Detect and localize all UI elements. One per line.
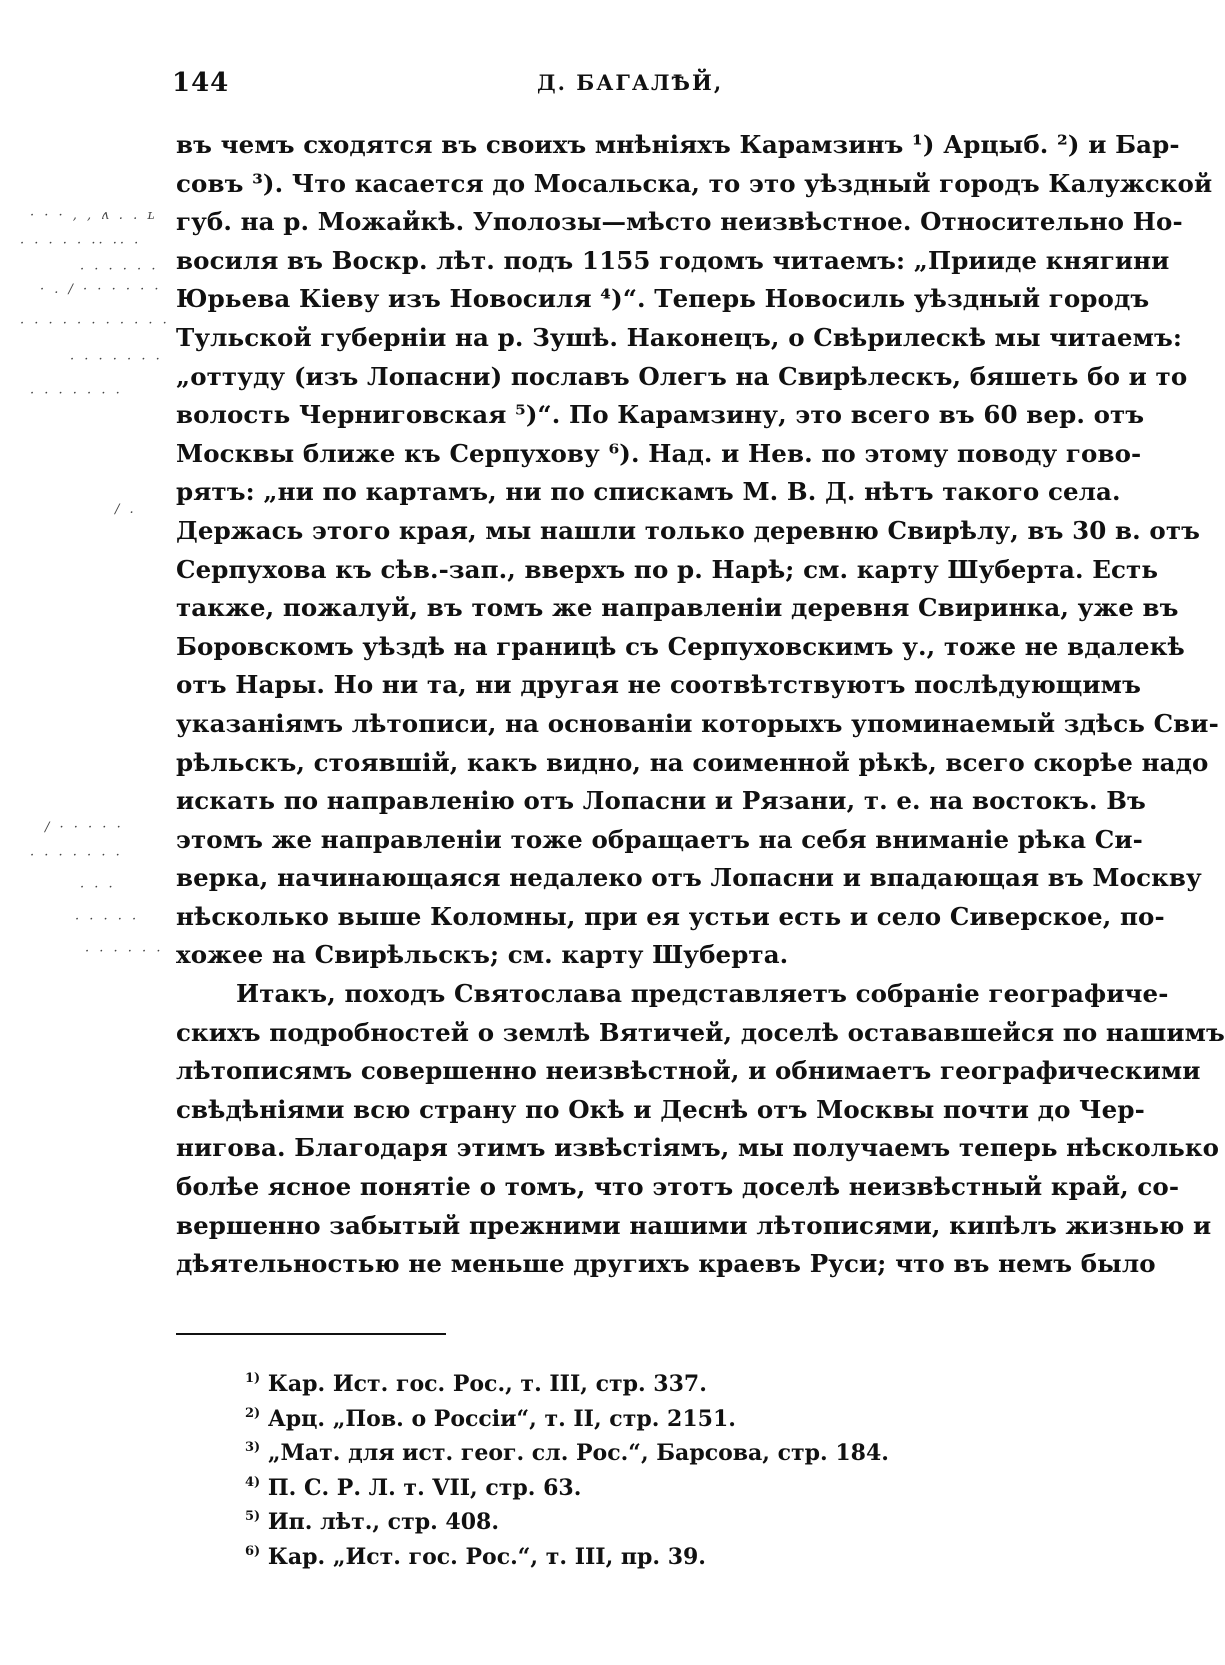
text-line: рѣльскъ, стоявшій, какъ видно, на соименной рѣкѣ, всего скорѣе надо xyxy=(176,747,1209,777)
footnote-text: „Мат. для ист. геог. сл. Рос.“, Барсова, стр. 184. xyxy=(267,1440,889,1466)
margin-mark: · · · · · · · xyxy=(30,848,123,863)
text-line: указаніямъ лѣтописи, на основаніи которыхъ упоминаемый здѣсь Сви- xyxy=(176,708,1219,738)
footnote xyxy=(245,1431,1075,1466)
footnote-text: Кар. „Ист. гос. Рос.“, т. III, пр. 39. xyxy=(267,1543,706,1570)
margin-mark: · · · , , ʌ . . ʟ xyxy=(30,208,158,223)
text-line: отъ Нары. Но ни та, ни другая не соотвѣтствуютъ послѣдующимъ xyxy=(176,670,1141,700)
margin-mark: · . / · · · · · · xyxy=(40,282,162,297)
footnote-text: Арц. „Пов. о Россіи“, т. II, стр. 2151. xyxy=(267,1405,736,1432)
text-line: верка, начинающаяся недалеко отъ Лопасни и впадающая въ Москву xyxy=(176,863,1202,893)
margin-mark: / · · · · · xyxy=(45,820,124,835)
footnote-marker: 6) xyxy=(245,1543,261,1559)
margin-mark: · · · · · · · xyxy=(30,386,123,401)
margin-mark: / . xyxy=(115,502,137,517)
text-line: восиля въ Воскр. лѣт. подъ 1155 годомъ читаемъ: „Прииде княгини xyxy=(176,245,1170,275)
margin-annotations xyxy=(20,200,170,1000)
text-line: нѣсколько выше Коломны, при ея устьи есть и село Сиверское, по- xyxy=(176,901,1165,931)
margin-mark: · · · xyxy=(80,880,116,895)
text-line: Тульской губерніи на р. Зушѣ. Наконецъ, о Свѣрилескѣ мы читаемъ: xyxy=(176,322,1182,352)
page-number: 144 xyxy=(172,68,230,98)
margin-mark: · · · · · · · xyxy=(70,352,163,367)
text-line: болѣе ясное понятіе о томъ, что этотъ доселѣ неизвѣстный край, со- xyxy=(176,1172,1180,1202)
text-line: Москвы ближе къ Серпухову ⁶). Над. и Нев. по этому поводу гово- xyxy=(176,438,1142,468)
text-line: волость Черниговская ⁵)“. По Карамзину, это всего въ 60 вер. отъ xyxy=(176,400,1145,430)
footnote-marker: 5) xyxy=(245,1509,261,1524)
text-line: „оттуду (изъ Лопасни) пославъ Олегъ на Свирѣлескъ, бяшеть бо и то xyxy=(176,361,1188,391)
margin-mark: · · · · · xyxy=(75,912,140,927)
footnote-text: П. С. Р. Л. т. VII, стр. 63. xyxy=(267,1474,582,1501)
text-line: свѣдѣніями всю страну по Окѣ и Деснѣ отъ Москвы почти до Чер- xyxy=(176,1094,1145,1124)
footnote-marker: 4) xyxy=(245,1474,261,1490)
footnote xyxy=(245,1535,1075,1570)
running-head xyxy=(172,68,1082,108)
text-line: этомъ же направленіи тоже обращаетъ на себя вниманіе рѣка Си- xyxy=(176,824,1143,854)
footnote xyxy=(245,1466,1075,1501)
footnote-marker: 3) xyxy=(245,1440,261,1455)
text-line: въ чемъ сходятся въ своихъ мнѣніяхъ Карамзинъ ¹) Арцыб. ²) и Бар- xyxy=(176,130,1180,159)
text-line: лѣтописямъ совершенно неизвѣстной, и обнимаетъ географическими xyxy=(176,1056,1201,1086)
text-line: также, пожалуй, въ томъ же направленіи деревня Свиринка, уже въ xyxy=(176,593,1179,623)
text-line: Боровскомъ уѣздѣ на границѣ съ Серпуховскимъ у., тоже не вдалекѣ xyxy=(176,631,1185,661)
paragraph-end-line: хожее на Свирѣльскъ; см. карту Шуберта. xyxy=(176,940,789,970)
text-line: рятъ: „ни по картамъ, ни по спискамъ М. В. Д. нѣтъ такого села. xyxy=(176,477,1121,507)
text-line: совъ ³). Что касается до Мосальска, то это уѣздный городъ Калужской xyxy=(176,168,1213,198)
footnote-text: Кар. Ист. гос. Рос., т. III, стр. 337. xyxy=(267,1371,707,1397)
text-line: скихъ подробностей о землѣ Вятичей, доселѣ остававшейся по нашимъ xyxy=(176,1017,1225,1047)
text-line: Юрьева Кіеву изъ Новосиля ⁴)“. Теперь Новосиль уѣздный городъ xyxy=(176,284,1150,314)
text-line: Держась этого края, мы нашли только деревню Свирѣлу, въ 30 в. отъ xyxy=(176,515,1201,545)
footnote-text: Ип. лѣт., стр. 408. xyxy=(267,1509,499,1535)
text-line: вершенно забытый прежними нашими лѣтописями, кипѣлъ жизнью и xyxy=(176,1210,1212,1240)
footnote-divider xyxy=(176,1333,446,1335)
footnote-marker: 1) xyxy=(245,1371,261,1386)
margin-mark: · · · · · · xyxy=(85,944,164,959)
footnotes xyxy=(245,1362,1075,1569)
margin-mark: · · · · · · xyxy=(80,262,159,277)
footnote-marker: 2) xyxy=(245,1405,261,1421)
footnote xyxy=(245,1500,1075,1535)
text-line: губ. на р. Можайкѣ. Уполозы—мѣсто неизвѣстное. Относительно Но- xyxy=(176,207,1183,237)
text-line: дѣятельностью не меньше другихъ краевъ Руси; что въ немъ было xyxy=(176,1249,1156,1279)
margin-mark: · · · · · · · · · · · xyxy=(20,316,170,331)
footnote xyxy=(245,1397,1075,1432)
margin-mark: · · · · · ·· ·· · xyxy=(20,236,142,251)
text-line: Серпухова къ сѣв.-зап., вверхъ по р. Нарѣ; см. карту Шуберта. Есть xyxy=(176,554,1159,584)
body-text xyxy=(176,126,1225,1284)
text-line: искать по направленію отъ Лопасни и Рязани, т. е. на востокъ. Въ xyxy=(176,786,1146,816)
running-title: Д. БАГАЛѢЙ, xyxy=(537,70,724,95)
paragraph-start-line: Итакъ, походъ Святослава представляетъ собраніе географиче- xyxy=(236,979,1169,1009)
footnote xyxy=(245,1362,1075,1397)
text-line: нигова. Благодаря этимъ извѣстіямъ, мы получаемъ теперь нѣсколько xyxy=(176,1133,1220,1163)
